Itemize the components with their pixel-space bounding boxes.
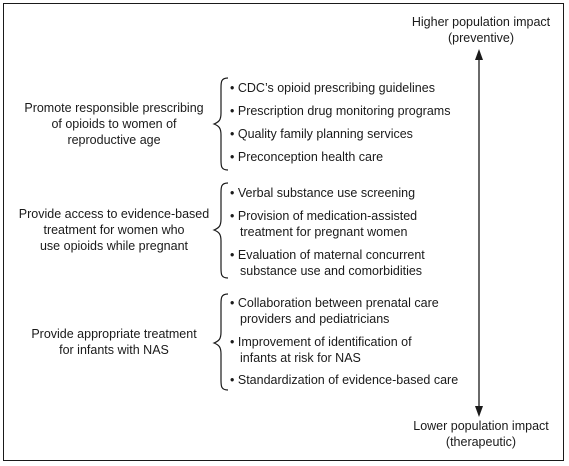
bullet-text: Collaboration between prenatal care [237, 296, 439, 310]
bullet-text: Preconception health care [237, 150, 384, 164]
group-2-bullet-3: • Evaluation of maternal concurrent substance use and comorbidities [230, 248, 425, 278]
group-2-heading-line3: use opioids while pregnant [39, 239, 189, 253]
lower-impact-line1: Lower population impact [413, 419, 549, 433]
higher-impact-line1: Higher population impact [411, 15, 551, 29]
higher-impact-label [386, 14, 569, 46]
bullet-text: Evaluation of maternal concurrent [237, 248, 425, 262]
bullet-text: Standardization of evidence-based care [237, 373, 459, 387]
lower-impact-label [386, 418, 569, 450]
group-1-bullet-3: • Quality family planning services [230, 127, 413, 141]
impact-arrow-up-head [475, 49, 483, 60]
bullet-text-cont: providers and pediatricians [240, 312, 390, 326]
bullet-text-cont: substance use and comorbidities [240, 264, 423, 278]
bullet-text: Prescription drug monitoring programs [237, 104, 451, 118]
group-1-heading-line2: of opioids to women of [51, 117, 177, 131]
group-1-heading [10, 100, 218, 148]
group-3-bullet-3: • Standardization of evidence-based care [230, 373, 459, 387]
group-1-heading-line3: reproductive age [67, 133, 161, 147]
higher-impact-line2: (preventive) [448, 31, 514, 45]
bullet-text: CDC’s opioid prescribing guidelines [237, 81, 435, 95]
group-3-bullet-2: • Improvement of identification of infants at risk for NAS [230, 335, 412, 365]
group-2-bullet-2: • Provision of medication-assisted treatment for pregnant women [230, 209, 418, 239]
group-2-heading [10, 206, 218, 254]
bullet-text-cont: infants at risk for NAS [240, 351, 361, 365]
group-2-bullet-1: • Verbal substance use screening [230, 186, 416, 200]
impact-arrow-down-head [475, 406, 483, 417]
group-1-bullet-2: • Prescription drug monitoring programs [230, 104, 451, 118]
lower-impact-line2: (therapeutic) [445, 435, 517, 449]
bullet-text: Improvement of identification of [237, 335, 412, 349]
group-2-heading-line1: Provide access to evidence-based [18, 207, 210, 221]
group-1-bullet-1: • CDC’s opioid prescribing guidelines [230, 81, 435, 95]
bullet-text-cont: treatment for pregnant women [240, 225, 408, 239]
bullet-text: Quality family planning services [237, 127, 413, 141]
bullet-text: Verbal substance use screening [237, 186, 416, 200]
group-1-bullet-4: • Preconception health care [230, 150, 384, 164]
group-2-heading-line2: treatment for women who [43, 223, 185, 237]
group-3-heading-line1: Provide appropriate treatment [31, 327, 197, 341]
group-3-heading [10, 326, 218, 358]
group-1-heading-line1: Promote responsible prescribing [24, 101, 204, 115]
group-3-heading-line2: for infants with NAS [59, 343, 169, 357]
bullet-text: Provision of medication-assisted [237, 209, 418, 223]
group-3-bullet-1: • Collaboration between prenatal care providers and pediatricians [230, 296, 439, 326]
